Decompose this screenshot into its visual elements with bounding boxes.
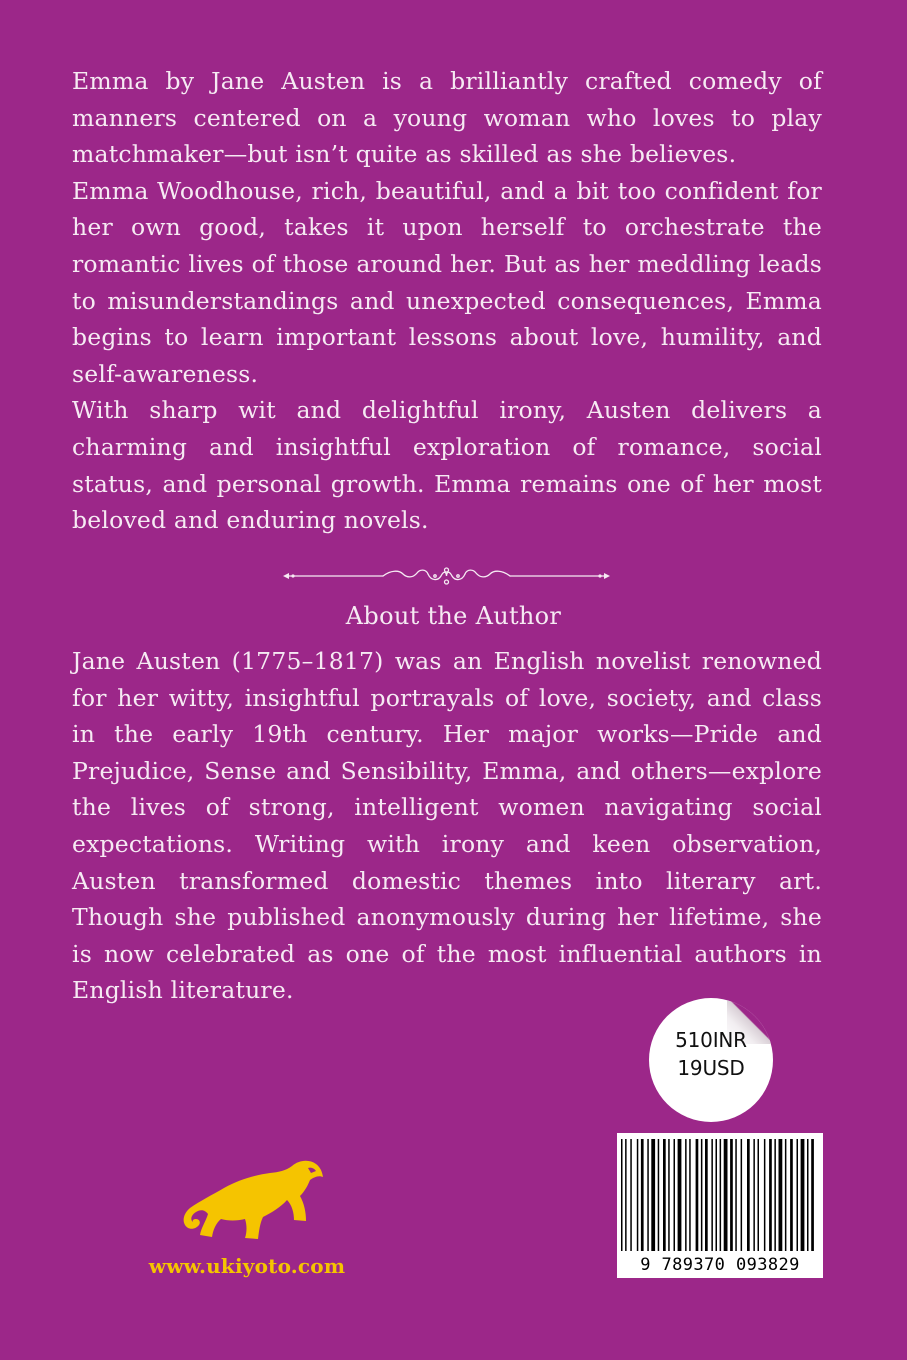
author-bio: [72, 643, 822, 1009]
barcode-bar: [637, 1139, 639, 1251]
barcode-bar: [720, 1139, 722, 1251]
barcode-bars: [617, 1133, 823, 1257]
barcode-bar: [811, 1139, 814, 1251]
ornamental-divider: [283, 565, 610, 587]
barcode-bar: [685, 1139, 687, 1251]
barcode-bar: [774, 1139, 776, 1251]
barcode-bar: [764, 1139, 766, 1251]
barcode-bar: [785, 1139, 787, 1251]
price-sticker: [649, 998, 773, 1122]
barcode-bar: [674, 1139, 676, 1251]
about-author-heading: About the Author: [345, 602, 562, 630]
barcode-bar: [730, 1139, 733, 1251]
barcode-bar: [696, 1139, 699, 1251]
barcode-bar: [705, 1139, 708, 1251]
barcode-bar: [779, 1139, 783, 1251]
barcode-bar: [647, 1139, 649, 1251]
barcode-bar: [641, 1139, 644, 1251]
barcode-bar: [753, 1139, 755, 1251]
barcode-bar: [711, 1139, 713, 1251]
barcode-bar: [630, 1139, 632, 1251]
barcode-bar: [689, 1139, 691, 1251]
barcode-bar: [701, 1139, 703, 1251]
barcode-bar: [658, 1139, 660, 1251]
barcode-bar: [663, 1139, 666, 1251]
book-blurb: [72, 63, 822, 539]
barcode-bar: [797, 1139, 799, 1251]
barcode-bar: [678, 1139, 682, 1251]
blurb-paragraph-3: With sharp wit and delightful irony, Austen delivers a charming and insightful exploration of romance, social status, and personal growth. Emma remains one of her most beloved and enduring novels.: [72, 396, 822, 535]
barcode-bar: [735, 1139, 737, 1251]
barcode-bar: [625, 1139, 627, 1251]
barcode-bar: [747, 1139, 750, 1251]
barcode-bar: [769, 1139, 772, 1251]
barcode-bar: [621, 1139, 623, 1251]
barcode-bar: [716, 1139, 718, 1251]
barcode-bar: [651, 1139, 655, 1251]
barcode-bar: [801, 1139, 805, 1251]
barcode-bar: [724, 1139, 728, 1251]
publisher-website: www.ukiyoto.com: [148, 1254, 346, 1278]
barcode-bar: [741, 1139, 743, 1251]
barcode-bar: [790, 1139, 793, 1251]
blurb-paragraph-1: Emma by Jane Austen is a brilliantly crafted comedy of manners centered on a young woman who loves to play matchmaker—but isn’t quite as skilled as she believes.: [72, 67, 822, 169]
barcode-bar: [758, 1139, 760, 1251]
isbn-number: 9 789370 093829: [617, 1254, 823, 1276]
price-inr: 510INR: [675, 1028, 747, 1052]
author-bio-text: Jane Austen (1775–1817) was an English novelist renowned for her witty, insightful portrayals of love, society, and class in the early 19th century. Her major works—Pride and Prejudice, Sense and Sensibility, Emma, and others—explore the lives of strong, intelligent women navigating social expectations. Writing with irony and keen observation, Austen transformed domestic themes into literary art. Though she published anonymously during her lifetime, she is now celebrated as one of the most influential authors in English literature.: [72, 647, 822, 1005]
price-usd: 19USD: [677, 1056, 745, 1080]
isbn-barcode: [617, 1133, 823, 1278]
blurb-paragraph-2: Emma Woodhouse, rich, beautiful, and a bit too confident for her own good, takes it upon herself to orchestrate the romantic lives of those around her. But as her meddling leads to misunderstandings and unexpected consequences, Emma begins to learn important lessons about love, humility, and self-awareness.: [72, 176, 822, 388]
leaping-lion-icon: [168, 1158, 324, 1242]
barcode-bar: [668, 1139, 670, 1251]
barcode-bar: [807, 1139, 809, 1251]
